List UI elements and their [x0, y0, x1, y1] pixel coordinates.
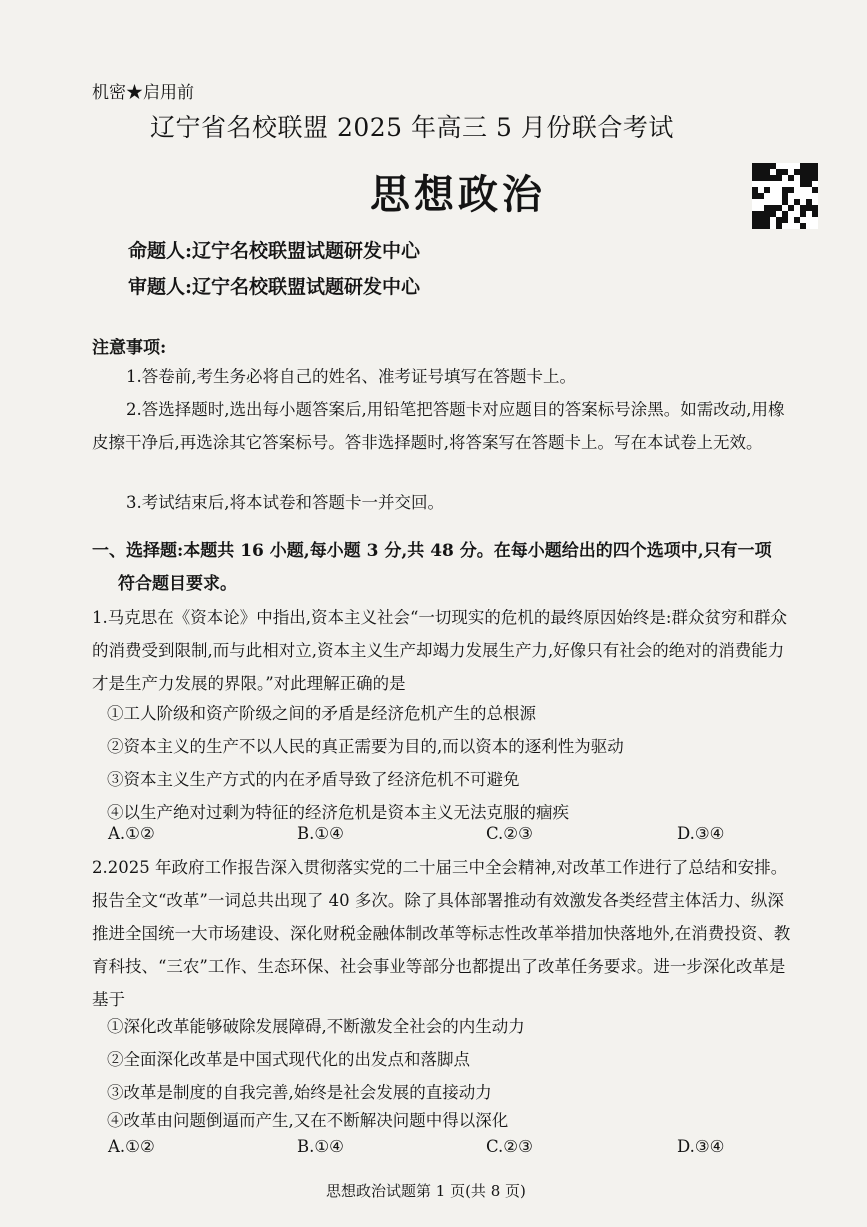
notice-heading: 注意事项:: [92, 338, 167, 358]
reviewer-line: 审题人:辽宁名校联盟试题研发中心: [128, 276, 421, 298]
exam-title: 辽宁省名校联盟 2025 年高三 5 月份联合考试: [150, 113, 674, 142]
section-heading: [92, 535, 792, 601]
question-option: ①工人阶级和资产阶级之间的矛盾是经济危机产生的总根源: [107, 704, 536, 723]
subject-title: 思想政治: [370, 171, 546, 218]
notice-item: 3.考试结束后,将本试卷和答题卡一并交回。: [126, 493, 444, 512]
author-line: 命题人:辽宁名校联盟试题研发中心: [128, 240, 421, 262]
answer-choice-b: B.①④: [297, 1137, 344, 1156]
notice-item: 2.答选择题时,选出每小题答案后,用铅笔把答题卡对应题目的答案标号涂黑。如需改动,用橡皮擦干净后,再选涂其它答案标号。答非选择题时,将答案写在答题卡上。写在本试卷上无效。: [92, 400, 785, 452]
answer-choice-c: C.②③: [486, 824, 533, 843]
answer-choice-b: B.①④: [297, 824, 344, 843]
question-option: ③资本主义生产方式的内在矛盾导致了经济危机不可避免: [107, 770, 520, 789]
answer-choice-c: C.②③: [486, 1137, 533, 1156]
answer-choice-d: D.③④: [677, 824, 725, 843]
question-option: ②资本主义的生产不以人民的真正需要为目的,而以资本的逐利性为驱动: [107, 737, 624, 756]
confidential-mark: 机密★启用前: [92, 83, 194, 103]
answer-choice-a: A.①②: [108, 1137, 155, 1156]
question-option: ④改革由问题倒逼而产生,又在不断解决问题中得以深化: [107, 1111, 509, 1130]
question-stem: 2.2025 年政府工作报告深入贯彻落实党的二十届三中全会精神,对改革工作进行了总结和安排。报告全文“改革”一词总共出现了 40 多次。除了具体部署推动有效激发各类经营主体活力、纵深推进全国统一大市场建设、深化财税金融体制改革等标志性改革举措加快落地外,在消费投资、教育科技、“三农”工作、生态环保、社会事业等部分也都提出了改革任务要求。进一步深化改革是基于: [92, 858, 791, 1009]
section-heading-line: 符合题目要求。: [118, 574, 237, 594]
question-option: ①深化改革能够破除发展障碍,不断激发全社会的内生动力: [107, 1017, 525, 1036]
question-stem: 1.马克思在《资本论》中指出,资本主义社会“一切现实的危机的最终原因始终是:群众贫穷和群众的消费受到限制,而与此相对立,资本主义生产却竭力发展生产力,好像只有社会的绝对的消费能力才是生产力发展的界限。”对此理解正确的是: [92, 608, 787, 693]
section-heading-line: 一、选择题:本题共 16 小题,每小题 3 分,共 48 分。在每小题给出的四个选项中,只有一项: [92, 541, 772, 561]
notice-item: 1.答卷前,考生务必将自己的姓名、准考证号填写在答题卡上。: [126, 367, 576, 386]
answer-choice-d: D.③④: [677, 1137, 725, 1156]
answer-choice-a: A.①②: [108, 824, 155, 843]
page-footer: 思想政治试题第 1 页(共 8 页): [326, 1182, 526, 1200]
question-option: ③改革是制度的自我完善,始终是社会发展的直接动力: [107, 1083, 492, 1102]
question-option: ④以生产绝对过剩为特征的经济危机是资本主义无法克服的痼疾: [107, 803, 569, 822]
question-option: ②全面深化改革是中国式现代化的出发点和落脚点: [107, 1050, 470, 1069]
qr-code-icon: [752, 163, 818, 229]
